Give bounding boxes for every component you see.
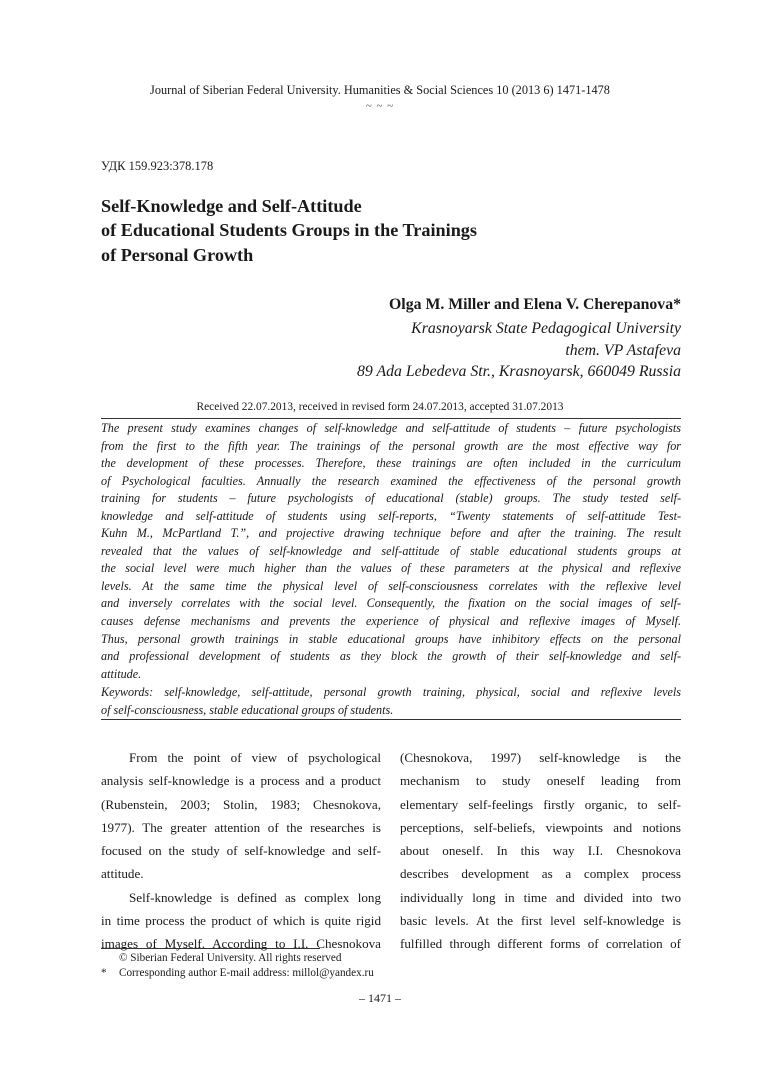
abstract-line: and professional development of students as they block the growth of their self-knowledge and self-: [101, 649, 681, 664]
abstract-line: Thus, personal growth trainings in stable educational groups have inhibitory effects on the personal: [101, 631, 681, 646]
body-line: analysis self-knowledge is a process and a product: [101, 773, 381, 789]
abstract: [101, 420, 681, 683]
abstract-line: revealed that the values of self-knowledge and self-attitude of stable educational students groups at: [101, 543, 681, 558]
body-line: basic levels. At the first level self-knowledge is: [400, 913, 681, 929]
body-line: fulfilled through different forms of correlation of: [400, 936, 681, 952]
footnote-rule: [101, 948, 320, 949]
page-number: – 1471 –: [359, 991, 401, 1005]
footnote-mark: *: [101, 966, 107, 979]
abstract-line: causes defense mechanisms and prevents the experience of physical and reflexive images of Myself.: [101, 614, 681, 629]
abstract-line: from the first to the fifth year. The trainings of the personal growth are the most effective way for: [101, 438, 681, 453]
footnote-corresponding-author: [101, 966, 374, 981]
body-line: focused on the study of self-knowledge and self-: [101, 843, 381, 859]
footnote-text: © Siberian Federal University. All rights reserved: [119, 952, 342, 964]
abstract-line: attitude.: [101, 666, 142, 681]
footnote-text: Corresponding author E-mail address: millol@yandex.ru: [119, 966, 374, 979]
abstract-top-rule: [101, 418, 681, 419]
header-ornament: ~ ~ ~: [365, 100, 395, 112]
body-line: perceptions, self-beliefs, viewpoints and notions: [400, 819, 681, 835]
abstract-line: of Psychological faculties. Annually the research examined the effectiveness of the personal growth: [101, 473, 681, 488]
body-line: individually long in time and divided into two: [400, 889, 681, 905]
affiliation-line: 89 Ada Lebedeva Str., Krasnoyarsk, 660049 Russia: [357, 363, 681, 380]
body-line: From the point of view of psychological: [129, 750, 381, 765]
keywords-line: Keywords: self-knowledge, self-attitude, personal growth training, physical, social and reflexive levels: [101, 685, 681, 699]
body-line: describes development as a complex process: [400, 866, 681, 882]
abstract-line: the development of these processes. Therefore, these trainings are often included in the curriculum: [101, 456, 681, 471]
journal-header: Journal of Siberian Federal University. Humanities & Social Sciences 10 (2013 6) 1471-1478: [150, 83, 610, 97]
received-dates: Received 22.07.2013, received in revised form 24.07.2013, accepted 31.07.2013: [196, 401, 564, 413]
affiliation: [260, 318, 681, 383]
body-line: Self-knowledge is defined as complex long: [129, 889, 381, 905]
udc-code: УДК 159.923:378.178: [101, 159, 214, 173]
affiliation-line: Krasnoyarsk State Pedagogical University: [411, 320, 681, 337]
abstract-line: levels. At the same time the physical level of self-consciousness correlates with the reflexive level: [101, 578, 681, 593]
abstract-line: Kuhn M., McPartland T.”, and projective drawing technique before and after the training. The result: [101, 526, 681, 541]
body-line: images of Myself. According to I.I. Chesnokova: [101, 936, 381, 952]
body-line: mechanism to study oneself leading from: [400, 773, 681, 789]
abstract-bottom-rule: [101, 719, 681, 720]
abstract-line: and inversely correlates with the social level. Consequently, the fixation on the social images of self-: [101, 596, 681, 611]
abstract-line: The present study examines changes of self-knowledge and self-attitude of students – future psychologists: [101, 421, 681, 435]
footnote-copyright: [101, 951, 374, 966]
body-line: about oneself. In this way I.I. Chesnokova: [400, 843, 681, 859]
body-line: in time process the product of which is quite rigid: [101, 913, 381, 929]
title-line: of Educational Students Groups in the Trainings: [101, 220, 477, 241]
body-line: (Rubenstein, 2003; Stolin, 1983; Chesnokova,: [101, 796, 381, 812]
abstract-line: training for students – future psychologists of educational (stable) groups. The study tested self-: [101, 491, 681, 506]
abstract-line: the social level were much higher than the values of these parameters at the physical and reflexive: [101, 561, 681, 576]
body-line: attitude.: [101, 866, 144, 882]
authors: Olga M. Miller and Elena V. Cherepanova*: [389, 296, 681, 313]
abstract-line: knowledge and self-attitude of students using self-reports, “Twenty statements of self-attitude Test-: [101, 508, 681, 523]
body-column-left: [101, 746, 381, 956]
body-column-right: [400, 746, 681, 956]
affiliation-line: them. VP Astafeva: [565, 341, 681, 359]
keywords-line: of self-consciousness, stable educational groups of students.: [101, 702, 394, 717]
body-line: (Chesnokova, 1997) self-knowledge is the: [400, 750, 681, 765]
title-line: of Personal Growth: [101, 244, 254, 265]
keywords: [101, 684, 681, 719]
footnotes: [101, 951, 374, 980]
body-line: elementary self-feelings firstly organic, to self-: [400, 796, 681, 812]
title-line: Self-Knowledge and Self-Attitude: [101, 196, 362, 216]
body-line: 1977). The greater attention of the researches is: [101, 819, 381, 835]
article-title: [101, 194, 661, 267]
